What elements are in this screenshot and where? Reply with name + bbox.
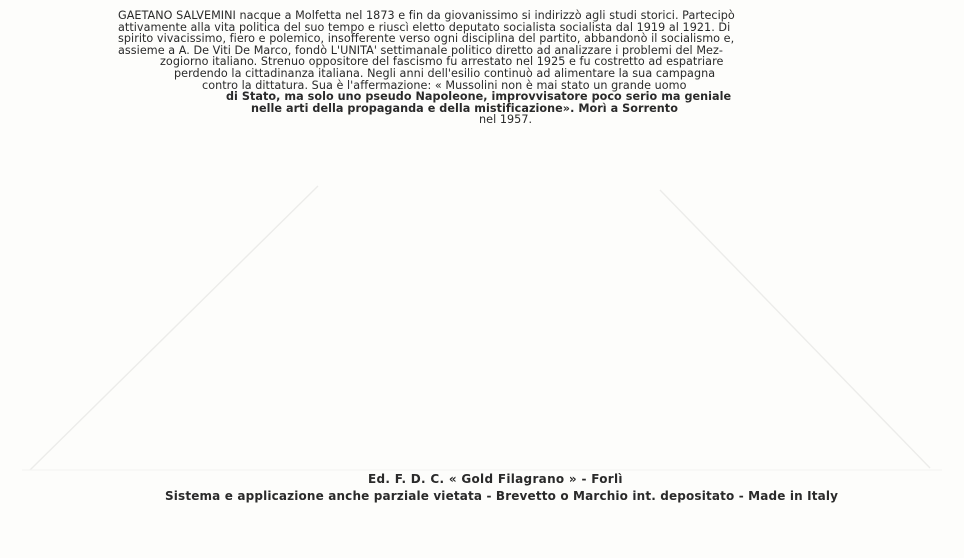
rights-notice: Sistema e applicazione anche parziale vietata - Brevetto o Marchio int. depositato - Made in Italy [165, 489, 839, 503]
biography-line-7: contro la dittatura. Sua è l'affermazione: « Mussolini non è mai stato un grande uomo [202, 78, 687, 92]
biography-line-3: spirito vivacissimo, fiero e polemico, insofferente verso ogni disciplina del partito, abbandonò il socialismo e, [118, 32, 735, 46]
biography-line-2: attivamente alla vita politica del suo tempo e riuscì eletto deputato socialista socialista dal 1919 al 1921. Di [118, 20, 731, 34]
biography-text [118, 10, 870, 126]
biography-line-10: nel 1957. [479, 113, 533, 127]
biography-line-9: nelle arti della propaganda e della mistificazione». Morì a Sorrento [251, 101, 678, 115]
flap-right-edge [660, 190, 930, 468]
biography-line-1: GAETANO SALVEMINI nacque a Molfetta nel 1873 e fin da giovanissimo si indirizzò agli studi storici. Partecipò [118, 9, 735, 22]
biography-line-4: assieme a A. De Viti De Marco, fondò L'UNITA' settimanale politico diretto ad analizzare i problemi del Mez- [118, 43, 723, 57]
publisher-credit: Ed. F. D. C. « Gold Filagrano » - Forlì [368, 472, 623, 486]
flap-left-edge [30, 186, 318, 470]
biography-line-5: zogiorno italiano. Strenuo oppositore del fascismo fu arrestato nel 1925 e fu costretto ad espatriare [160, 55, 724, 69]
biography-line-6: perdendo la cittadinanza italiana. Negli anni dell'esilio continuò ad alimentare la sua campagna [174, 66, 716, 80]
biography-line-8: di Stato, ma solo uno pseudo Napoleone, improvvisatore poco serio ma geniale [226, 90, 732, 104]
